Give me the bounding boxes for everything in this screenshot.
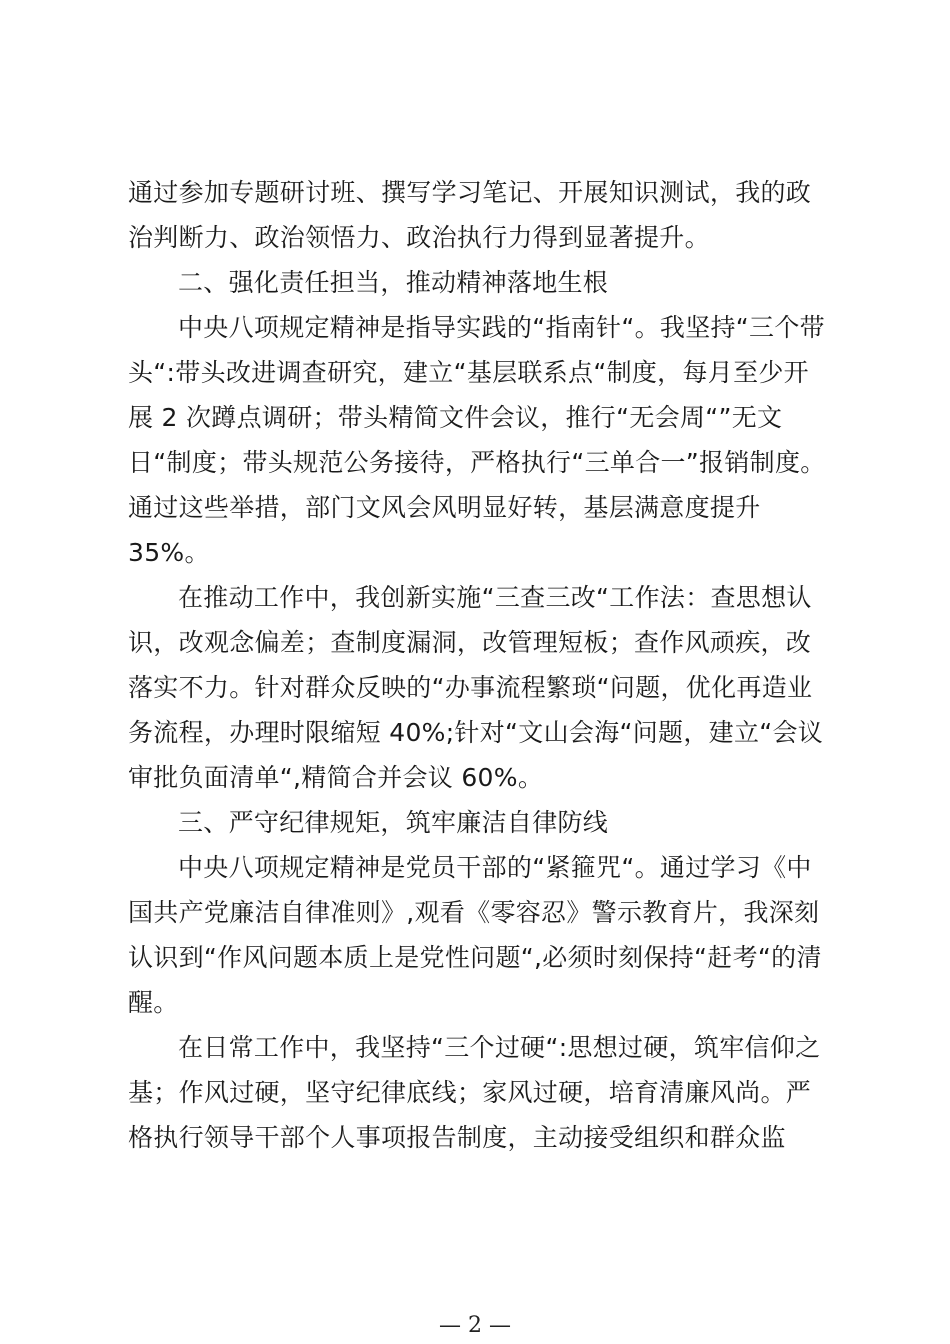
text-line: 头“:带头改进调查研究，建立“基层联系点“制度，每月至少开 [128, 358, 809, 387]
text-line: 基；作风过硬，坚守纪律底线；家风过硬，培育清廉风尚。严 [128, 1078, 812, 1107]
text-line: 中央八项规定精神是党员干部的“紧箍咒“。通过学习《中 [178, 853, 812, 882]
section-heading: 二、强化责任担当，推动精神落地生根 [178, 268, 609, 297]
text-line: 格执行领导干部个人事项报告制度，主动接受组织和群众监 [128, 1123, 786, 1152]
text-line: 中央八项规定精神是指导实践的“指南针“。我坚持“三个带 [178, 313, 825, 342]
text-line: 落实不力。针对群众反映的“办事流程繁琐“问题，优化再造业 [128, 673, 813, 702]
text-line: 醒。 [128, 988, 179, 1017]
text-line: 务流程，办理时限缩短 40%;针对“文山会海“问题，建立“会议 [128, 718, 824, 747]
text-line: 展 2 次蹲点调研；带头精简文件会议，推行“无会周“”无文 [128, 403, 783, 432]
text-line: 日“制度；带头规范公务接待，严格执行“三单合一”报销制度。 [128, 448, 826, 477]
text-line: 国共产党廉洁自律准则》,观看《零容忍》警示教育片，我深刻 [128, 898, 820, 927]
text-line: 在推动工作中，我创新实施“三查三改“工作法：查思想认 [178, 583, 812, 612]
text-line: 治判断力、政治领悟力、政治执行力得到显著提升。 [128, 223, 710, 252]
text-line: 认识到“作风问题本质上是党性问题“,必须时刻保持“赶考“的清 [128, 943, 822, 972]
text-line: 审批负面清单“,精简合并会议 60%。 [128, 763, 544, 792]
section-heading: 三、严守纪律规矩，筑牢廉洁自律防线 [178, 808, 609, 837]
text-line: 通过这些举措，部门文风会风明显好转，基层满意度提升 [128, 493, 761, 522]
text-line: 在日常工作中，我坚持“三个过硬“:思想过硬，筑牢信仰之 [178, 1033, 821, 1062]
text-line: 通过参加专题研讨班、撰写学习笔记、开展知识测试，我的政 [128, 178, 812, 207]
text-line: 35%。 [128, 538, 210, 567]
text-line: 识，改观念偏差；查制度漏洞，改管理短板；查作风顽疾，改 [128, 628, 812, 657]
page-number: — 2 — [439, 1313, 511, 1338]
